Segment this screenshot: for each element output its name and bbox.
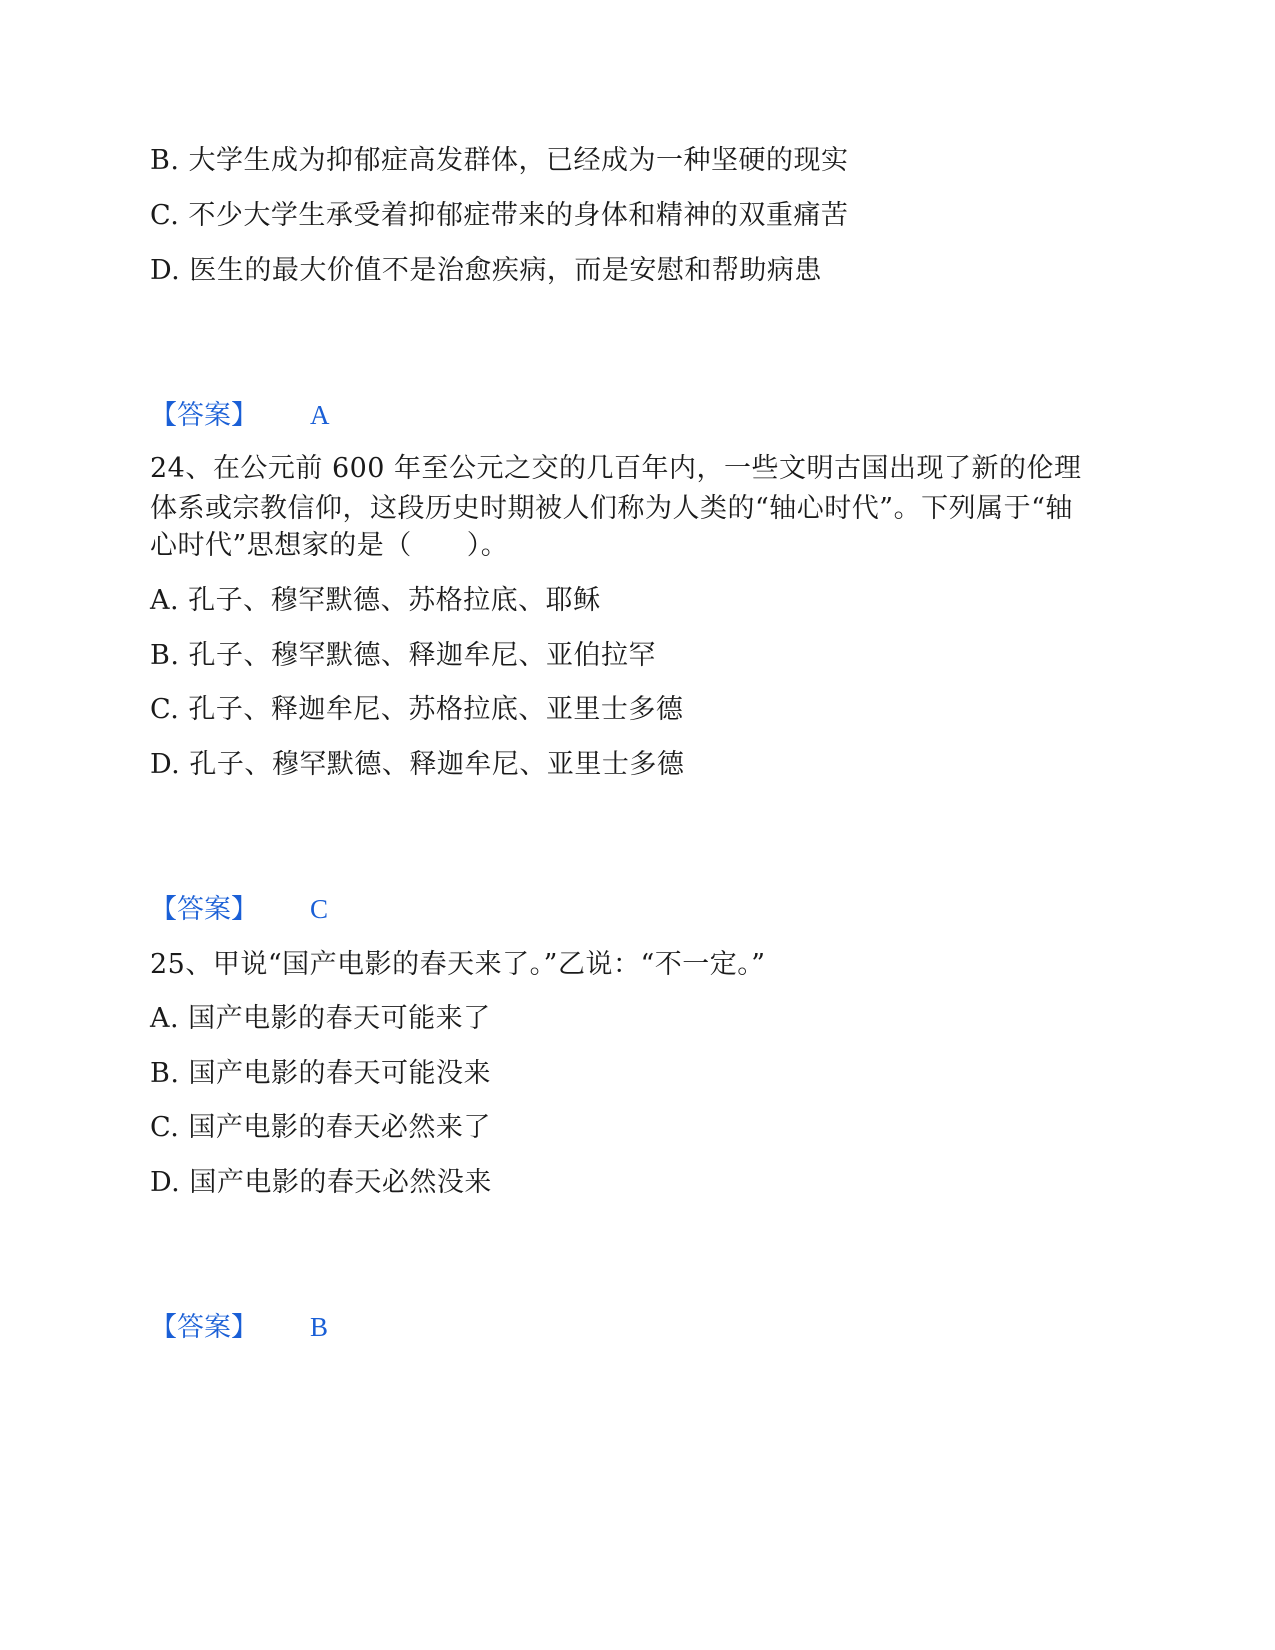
q23-option-c: C. 不少大学生承受着抑郁症带来的身体和精神的双重痛苦 [150, 200, 849, 231]
answer-tag: 【答案】 [150, 1312, 258, 1343]
q25-option-a: A. 国产电影的春天可能来了 [150, 1003, 491, 1034]
q24-option-d: D. 孔子、穆罕默德、释迦牟尼、亚里士多德 [150, 749, 685, 780]
q23-answer [150, 396, 330, 435]
answer-value: B [310, 1312, 329, 1342]
q24-option-a: A. 孔子、穆罕默德、苏格拉底、耶稣 [150, 585, 601, 616]
q24-stem-line-1: 24、在公元前 600 年至公元之交的几百年内，一些文明古国出现了新的伦理 [150, 453, 1082, 484]
q25-stem: 25、甲说“国产电影的春天来了。”乙说：“不一定。” [150, 949, 766, 980]
q24-answer [150, 890, 328, 929]
q24-option-c: C. 孔子、释迦牟尼、苏格拉底、亚里士多德 [150, 694, 684, 725]
q25-option-d: D. 国产电影的春天必然没来 [150, 1167, 492, 1198]
answer-tag: 【答案】 [150, 400, 258, 431]
q25-answer [150, 1308, 328, 1347]
answer-value: C [310, 894, 329, 924]
q24-option-b: B. 孔子、穆罕默德、释迦牟尼、亚伯拉罕 [150, 640, 657, 671]
answer-tag: 【答案】 [150, 894, 258, 925]
q24-stem-line-3: 心时代”思想家的是（ ）。 [150, 530, 509, 561]
q24-stem-line-2: 体系或宗教信仰，这段历史时期被人们称为人类的“轴心时代”。下列属于“轴 [150, 493, 1073, 524]
q23-option-b: B. 大学生成为抑郁症高发群体，已经成为一种坚硬的现实 [150, 145, 849, 176]
answer-value: A [310, 400, 330, 430]
q25-option-b: B. 国产电影的春天可能没来 [150, 1058, 492, 1089]
q23-option-d: D. 医生的最大价值不是治愈疾病，而是安慰和帮助病患 [150, 255, 822, 286]
q25-option-c: C. 国产电影的春天必然来了 [150, 1112, 491, 1143]
